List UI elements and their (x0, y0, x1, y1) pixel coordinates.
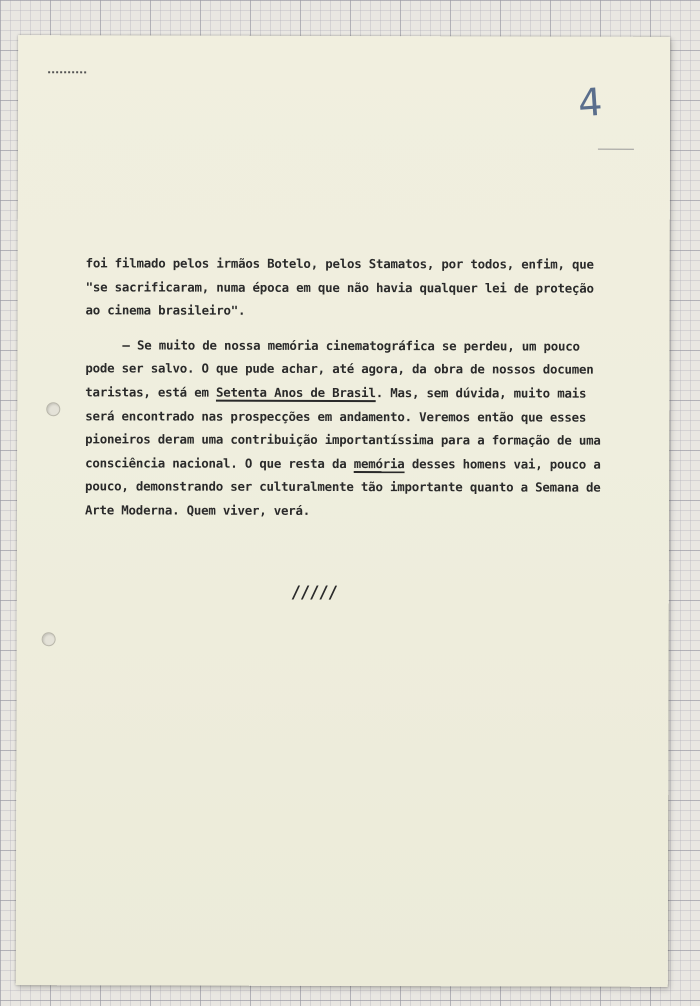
typed-text-body (85, 251, 631, 523)
text-line: — Se muito de nossa memória cinematográfica se perdeu, um pouco (122, 337, 580, 354)
film-title-underlined: Setenta Anos de Brasil (215, 384, 376, 401)
punch-hole-icon (46, 402, 60, 416)
handwritten-page-number: 4 (576, 79, 604, 126)
text-line: pouco, demonstrando ser culturalmente tão importante quanto a Semana de (85, 478, 601, 496)
document-page (16, 35, 670, 987)
text-line: "se sacrificaram, numa época em que não havia qualquer lei de proteção (85, 278, 594, 296)
text-line: foi filmado pelos irmãos Botelo, pelos Stamatos, por todos, enfim, que (85, 255, 594, 272)
text-line: Arte Moderna. Quem viver, verá. (84, 502, 311, 518)
text-line: taristas, está em Setenta Anos de Brasil. Mas, sem dúvida, muito mais (85, 384, 587, 401)
text-line: pioneiros deram uma contribuição importantíssima para a formação de uma (85, 431, 601, 448)
end-of-text-mark: ///// (290, 582, 337, 603)
text-line: ao cinema brasileiro". (85, 302, 246, 318)
text-line: consciência nacional. O que resta da memória desses homens vai, pouco a (85, 455, 601, 472)
text-line: será encontrado nas prospecções em andamento. Veremos então que esses (85, 407, 587, 425)
text-line: pode ser salvo. O que pude achar, até agora, da obra de nossos documen (85, 360, 594, 378)
punch-hole-icon (42, 632, 56, 646)
underlined-word: memória (353, 455, 405, 471)
top-left-mark (48, 71, 86, 76)
pencil-line-mark (598, 149, 634, 150)
